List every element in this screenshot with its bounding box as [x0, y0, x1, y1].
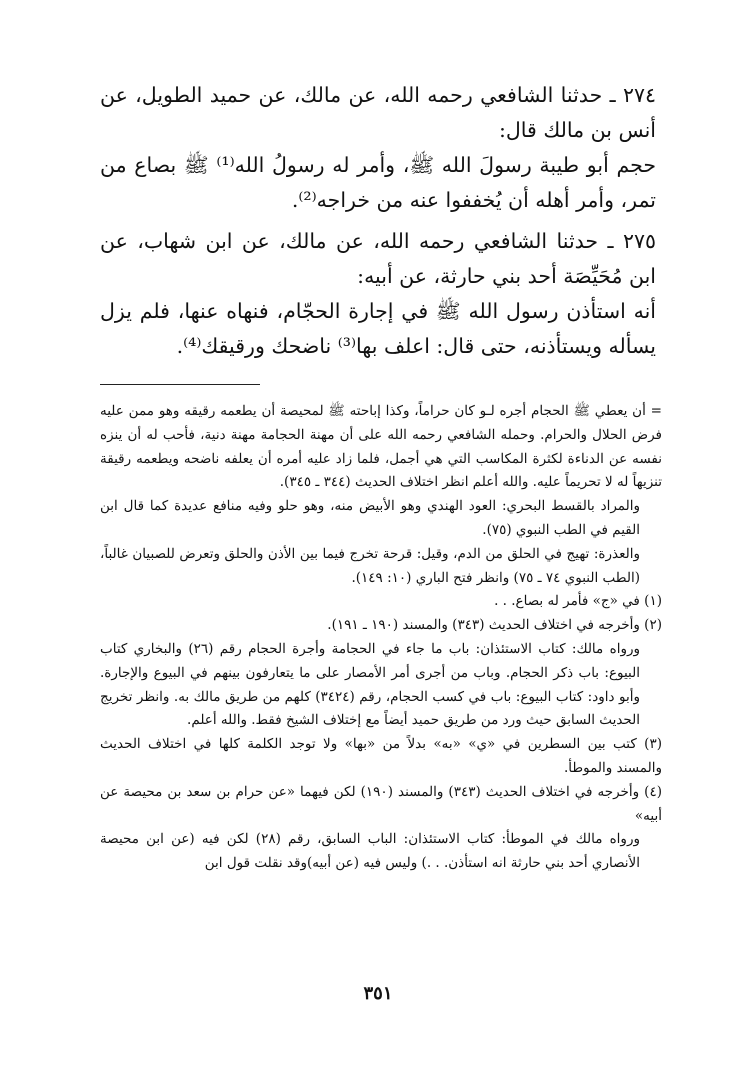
footnote-2-detail: ورواه مالك: كتاب الاستئذان: باب ما جاء في الحجامة وأجرة الحجام رقم (٢٦) والبخاري كتاب البيوع: باب ذكر الحجام. وباب من أجرى أمر الأمصار على ما يتعارفون بينهم في البيوع والإجارة. وأبو داود: كتاب البيوع: باب في كسب الحجام، رقم (٣٤٢٤) كلهم من طريق مالك به. وانظر تخريج الحديث السابق حيث ورد من طريق حميد أيضاً مع إختلاف الشيخ فقط. والله أعلم. [100, 640, 641, 729]
footnotes [100, 400, 662, 876]
page-number: ٣٥١ [363, 983, 393, 1004]
footnote-1: (١) في «ج» فأمر له بصاع. . . [494, 593, 662, 610]
footnote-continuation: والمراد بالقسط البحري: العود الهندي وهو الأبيض منه، وهو حلو وفيه منافع عديدة كما قال ابن القيم في الطب النبوي (٧٥). [100, 498, 640, 538]
hadith-275-matn: أنه استأذن رسول الله ﷺ في إجارة الحجّام، فنهاه عنها، فلم يزل يسأله ويستأذنه، حتى قال: اعلف بها⁽³⁾ ناضحك ورقيقك⁽⁴⁾. [100, 299, 656, 358]
footnote-continuation: = أن يعطي ﷺ الحجام أجره لـو كان حراماً، وكذا إباحته ﷺ لمحيصة أن يطعمه رقيقه وهو ممن عليه فرض الحلال والحرام. وحمله الشافعي رحمه الله على أن مهنة الحجامة مهنة دنية، فأحب له أن ينزه نفسه عن الدناءة لكثرة المكاسب التي هي أجمل، فلما زاد عليه أمره أن يعلفه ناضحه ويطعمه رقيقة تنزيهاً له لا تحريماً عليه. والله أعلم انظر اختلاف الحديث (٣٤٤ ـ ٣٤٥). [100, 403, 662, 491]
footnote-separator [100, 384, 260, 385]
footnote-continuation: والعذرة: تهيج في الحلق من الدم، وقيل: قرحة تخرج فيما بين الأذن والحلق وتعرض للصبيان غالباً، (الطب النبوي ٧٤ ـ ٧٥) وانظر فتح الباري (١٠: ١٤٩). [100, 545, 640, 586]
footnote-2: (٢) وأخرجه في اختلاف الحديث (٣٤٣) والمسند (١٩٠ ـ ١٩١). [327, 617, 662, 634]
hadith-274-isnad: ٢٧٤ ـ حدثنا الشافعي رحمه الله، عن مالك، عن حميد الطويل، عن أنس بن مالك قال: [100, 83, 656, 142]
main-text [100, 78, 656, 364]
hadith-274 [100, 78, 656, 218]
hadith-275 [100, 224, 656, 364]
footnote-4-detail: ورواه مالك في الموطأ: كتاب الاستئذان: الباب السابق، رقم (٢٨) لكن فيه (عن ابن محيصة الأنصاري أحد بني حارثة انه استأذن. . .) وليس فيه (عن أبيه)وقد نقلت قول ابن [100, 831, 640, 872]
footnote-4: (٤) وأخرجه في اختلاف الحديث (٣٤٣) والمسند (١٩٠) لكن فيهما «عن حرام بن سعد بن محيصة عن أبيه» [100, 783, 663, 824]
hadith-275-isnad: ٢٧٥ ـ حدثنا الشافعي رحمه الله، عن مالك، عن ابن شهاب، عن ابن مُحَيِّصَة أحد بني حارثة، عن أبيه: [100, 229, 656, 288]
footnote-3: (٣) كتب بين السطرين في «ي» «به» بدلاً من «بها» ولا توجد الكلمة كلها في اختلاف الحديث والمسند والموطأ. [100, 736, 662, 776]
hadith-274-matn: حجم أبو طيبة رسولَ الله ﷺ، وأمر له رسولُ الله⁽¹⁾ ﷺ بصاع من تمر، وأمر أهله أن يُخففوا عنه من خراجه⁽²⁾. [100, 153, 656, 212]
